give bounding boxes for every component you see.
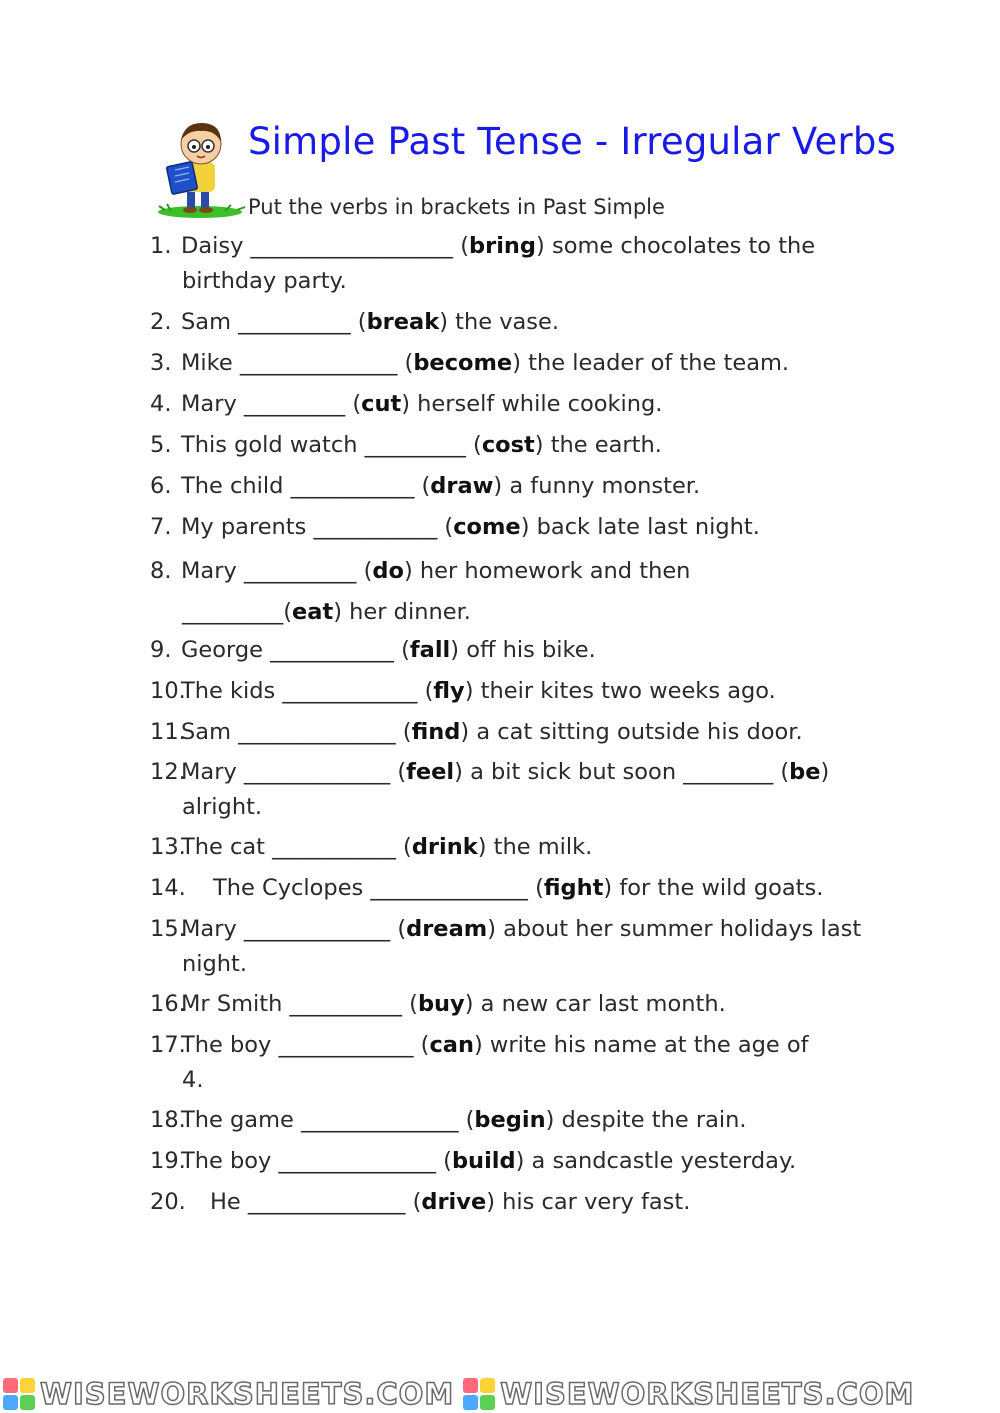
page-title: Simple Past Tense - Irregular Verbs [248, 120, 897, 163]
question-18: 18.The game ______________ (begin) despite the rain. [150, 1107, 747, 1133]
question-12: 12.Mary _____________ (feel) a bit sick but soon ________ (be) alright. [150, 759, 830, 820]
question-5: 5. This gold watch _________ (cost) the earth. [150, 432, 662, 458]
question-19: 19.The boy ______________ (build) a sandcastle yesterday. [150, 1148, 797, 1174]
instruction-text: Put the verbs in brackets in Past Simple [248, 195, 665, 219]
verb: feel [406, 759, 455, 785]
wise-logo-icon [462, 1377, 496, 1411]
verb: bring [469, 233, 537, 259]
question-16: 16.Mr Smith __________ (buy) a new car last month. [150, 991, 726, 1017]
verb: eat [292, 599, 334, 625]
question-20: 20. He ______________ (drive) his car very fast. [150, 1189, 691, 1215]
verb: come [453, 514, 521, 540]
verb: draw [430, 473, 494, 499]
verb: be [789, 759, 821, 785]
brand-logo [2, 1377, 454, 1411]
question-14: 14. The Cyclopes ______________ (fight) for the wild goats. [150, 875, 824, 901]
question-17: 17.The boy ____________ (can) write his name at the age of 4. [150, 1032, 809, 1093]
brand-text: WISEWORKSHEETS.COM [500, 1377, 915, 1411]
question-7: 7. My parents ___________ (come) back late last night. [150, 514, 760, 540]
question-2: 2. Sam __________ (break) the vase. [150, 309, 560, 335]
boy-reading-illustration [155, 118, 250, 220]
verb: dream [406, 916, 488, 942]
question-3: 3. Mike ______________ (become) the leader of the team. [150, 350, 790, 376]
question-9: 9. George ___________ (fall) off his bike. [150, 637, 596, 663]
verb: can [429, 1032, 474, 1058]
question-4: 4. Mary _________ (cut) herself while cooking. [150, 391, 663, 417]
brand-logo [462, 1377, 914, 1411]
question-8: 8. Mary __________ (do) her homework and then _________(eat) her dinner. [150, 558, 691, 625]
verb: begin [474, 1107, 546, 1133]
question-1: 1. Daisy __________________ (bring) some chocolates to the birthday party. [150, 233, 816, 294]
question-6: 6. The child ___________ (draw) a funny monster. [150, 473, 701, 499]
verb: find [411, 719, 461, 745]
verb: become [413, 350, 513, 376]
verb: build [451, 1148, 516, 1174]
verb: fall [409, 637, 451, 663]
wise-logo-icon [2, 1377, 36, 1411]
verb: do [372, 558, 404, 584]
verb: drink [411, 834, 478, 860]
question-13: 13.The cat ___________ (drink) the milk. [150, 834, 593, 860]
verb: cost [481, 432, 535, 458]
verb: fight [543, 875, 604, 901]
verb: fly [433, 678, 465, 704]
verb: cut [361, 391, 402, 417]
footer-watermark [0, 1375, 1000, 1413]
verb: buy [417, 991, 465, 1017]
verb: drive [421, 1189, 487, 1215]
verb: break [366, 309, 440, 335]
question-10: 10.The kids ____________ (fly) their kites two weeks ago. [150, 678, 776, 704]
question-15: 15.Mary _____________ (dream) about her summer holidays last night. [150, 916, 862, 977]
brand-text: WISEWORKSHEETS.COM [40, 1377, 455, 1411]
question-11: 11.Sam ______________ (find) a cat sitting outside his door. [150, 719, 803, 745]
